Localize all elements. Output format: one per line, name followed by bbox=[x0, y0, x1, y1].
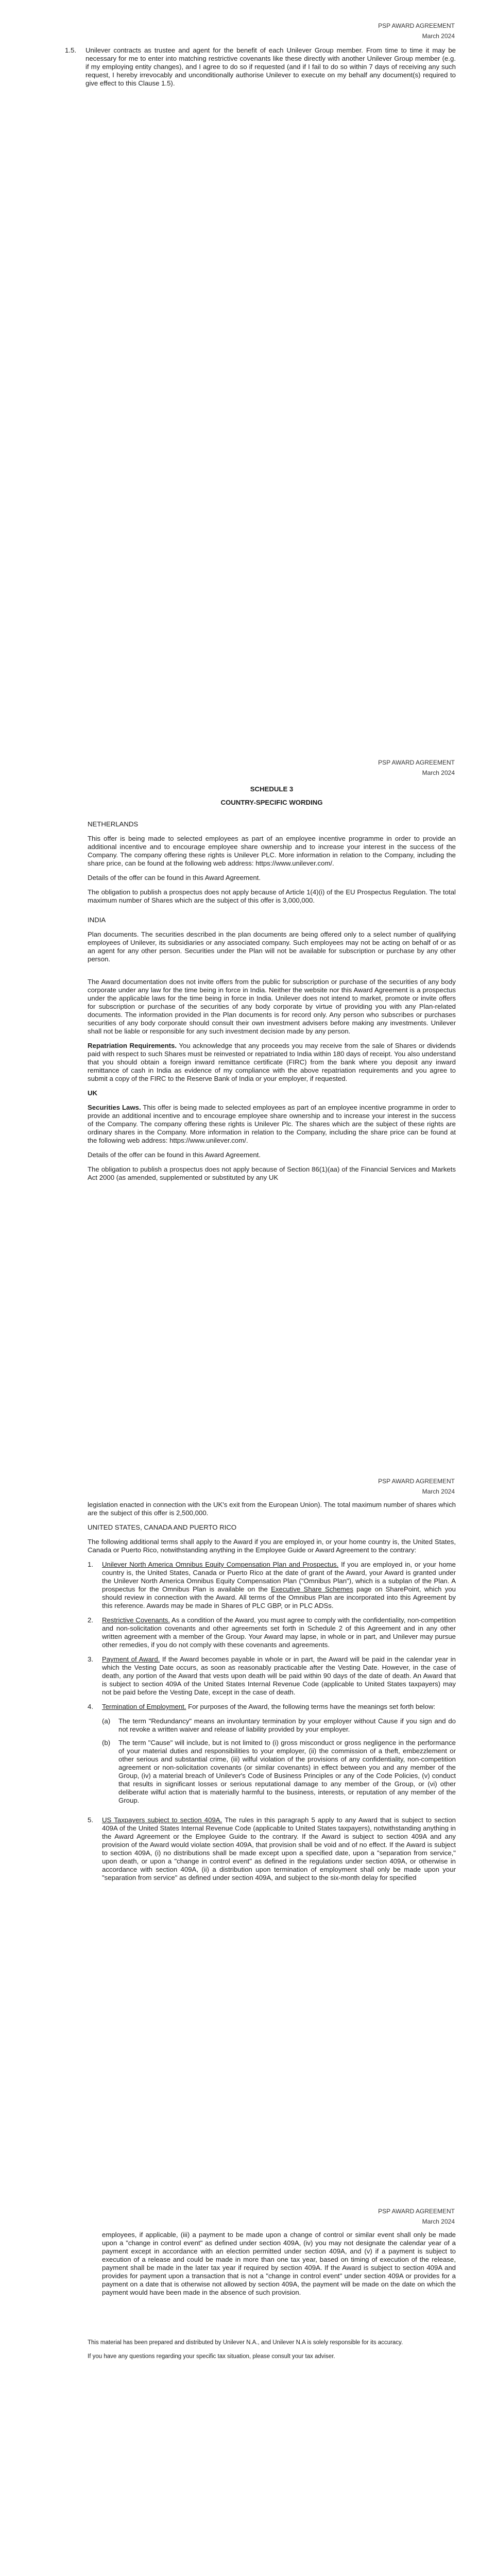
clause-text: Unilever contracts as trustee and agent for the benefit of each Unilever Group member. From time to time it may be necessary for me to enter into matching restrictive covenants like these directly with another Unilever Group member (e.g. if my employing entity changes), and I agree to do so if requested (and if I fail to do so within 7 days of receiving any such request, I hereby irrevocably and unconditionally authorise Unilever to execute on my behalf any document(s) required to give effect to this Clause 1.5). bbox=[85, 46, 456, 87]
paragraph: legislation enacted in connection with the UK's exit from the European Union). The total maximum number of shares which are the subject of this offer is 2,500,000. bbox=[88, 1501, 456, 1517]
sub-item-number: (a) bbox=[102, 1717, 111, 1725]
header-date: March 2024 bbox=[422, 2218, 455, 2225]
item-title: Restrictive Covenants. bbox=[102, 1616, 170, 1624]
item-body: If the Award becomes payable in whole or in part, the Award will be paid in the calendar year in which the Vesting Date occurs, as soon as reasonably practicable after the Vesting Date. However, in the case of death, any portion of the Award that vests upon death will be paid within 90 days of the date of death. An Award that is subject to section 409A of the United States Internal Revenue Code (applicable to United States taxpayers) may not be paid before the Vesting Date, except in the case of death. bbox=[102, 1655, 456, 1696]
paragraph-text: This offer is being made to selected employees as part of an employee incentive programme in order to provide an additional incentive and to encourage employee share ownership and to increase your interest in the success of the Company. The company offering these rights is Unilever Plc. The shares which are the subject of these rights are ordinary shares in the Company. More information in relation to the Company, including the share price can be found at the following web address: https://www.unilever.com/. bbox=[88, 1104, 456, 1144]
paragraph bbox=[88, 1104, 456, 1145]
item-body: For purposes of the Award, the following terms have the meanings set forth below: bbox=[186, 1703, 436, 1710]
item-number: 5. bbox=[88, 1816, 93, 1824]
page-header bbox=[378, 1476, 455, 1497]
page-notes bbox=[88, 2339, 456, 2367]
sub-item bbox=[102, 1717, 456, 1734]
item-text bbox=[102, 1816, 456, 1882]
bold-lead: Repatriation Requirements. bbox=[88, 1042, 177, 1049]
sub-item-number: (b) bbox=[102, 1739, 111, 1747]
item-number: 4. bbox=[88, 1703, 93, 1710]
clause-1-5 bbox=[65, 46, 456, 88]
country-heading-uk: UK bbox=[88, 1089, 98, 1097]
paragraph: employees, if applicable, (iii) a payment to be made upon a change of control or similar event shall only be made upon a "change in control event" as defined under section 409A, (iv) you may not designate the calendar year of a payment except in accordance with an election permitted under section 409A, and (v) if a payment is subject to execution of a release and could be made in more than one tax year, based on timing of execution of the release, payment shall be made in the later tax year if required by section 409A. If the Award is subject to section 409A and provides for payment upon a transaction that is not a "change in control event" under section 409A or provides for a payment on a date that is otherwise not allowed by section 409A, the payment will be made on the date on which the payment would have been made in the absence of such provision. bbox=[102, 2231, 456, 2296]
list-item bbox=[88, 1816, 456, 1882]
clause-number: 1.5. bbox=[65, 46, 76, 54]
page-body bbox=[88, 783, 456, 1188]
sub-item-text: The term "Cause" will include, but is not limited to (i) gross misconduct or gross negligence in the performance of your material duties and responsibilities to your employer, (ii) the commission of a theft, embezzlement or other serious and substantial crime, (iii) wilful violation of the provisions of any confidentiality, non-competition agreement or non-solicitation covenants (or similar covenants) in effect between you and any member of the Group, (iv) a material breach of Unilever's Code of Business Principles or any of the Code Policies, (v) conduct that results in significant losses or serious reputational damage to any member of the Group, or (vi) other deliberate wilful action that is materially harmful to the business, interests, or reputation of any member of the Group. bbox=[118, 1739, 456, 1804]
paragraph: This offer is being made to selected employees as part of an employee incentive programme in order to provide an additional incentive and to encourage employee share ownership and to increase your interest in the success of the Company. The company offering these rights is Unilever PLC. More information in relation to the Company, including the share price, can be found at the following web address: https://www.unilever.com/. bbox=[88, 835, 456, 867]
page-body bbox=[65, 46, 456, 94]
page-header bbox=[378, 757, 455, 778]
paragraph: The obligation to publish a prospectus does not apply because of Article 1(4)(i) of the EU Prospectus Regulation. The total maximum number of Shares which are the subject of this offer is 3,000,000. bbox=[88, 888, 456, 904]
item-text bbox=[102, 1703, 456, 1810]
page-body bbox=[88, 1501, 456, 1888]
paragraph bbox=[88, 1042, 456, 1083]
schedule-title: SCHEDULE 3 bbox=[250, 785, 294, 793]
item-title: US Taxpayers subject to section 409A. bbox=[102, 1816, 222, 1824]
country-heading-india: INDIA bbox=[88, 916, 106, 924]
item-title: Unilever North America Omnibus Equity Compensation Plan and Prospectus. bbox=[102, 1561, 339, 1568]
page-body bbox=[102, 2231, 456, 2303]
header-title: PSP AWARD AGREEMENT bbox=[378, 759, 455, 766]
item-text bbox=[102, 1616, 456, 1649]
country-heading-netherlands: NETHERLANDS bbox=[88, 820, 139, 828]
item-number: 3. bbox=[88, 1655, 93, 1663]
header-date: March 2024 bbox=[422, 32, 455, 40]
paragraph: Details of the offer can be found in this Award Agreement. bbox=[88, 1151, 261, 1159]
page-header bbox=[378, 21, 455, 41]
list-item bbox=[88, 1655, 456, 1697]
note: This material has been prepared and distributed by Unilever N.A., and Unilever N.A is solely responsible for its accuracy. bbox=[88, 2340, 403, 2346]
list-item bbox=[88, 1616, 456, 1649]
page-1 bbox=[0, 0, 497, 742]
item-title: Termination of Employment. bbox=[102, 1703, 186, 1710]
item-text bbox=[102, 1561, 456, 1610]
country-heading-us: UNITED STATES, CANADA AND PUERTO RICO bbox=[88, 1523, 237, 1531]
page-4 bbox=[0, 2205, 497, 2576]
item-number: 1. bbox=[88, 1561, 93, 1568]
paragraph: Plan documents. The securities described in the plan documents are being offered only to a select number of qualifying employees of Unilever, its subsidiaries or any associated company. Such employees may not be acting on behalf of or as an agent for any other person. Securities under the Plan will not be available for subscription or purchase by any other person. bbox=[88, 930, 456, 963]
list-item bbox=[88, 1561, 456, 1610]
sub-item-text: The term "Redundancy" means an involuntary termination by your employer without Cause if you sign and do not revoke a written waiver and release of liability provided by your employer. bbox=[118, 1717, 456, 1733]
schedule-subtitle: COUNTRY-SPECIFIC WORDING bbox=[220, 799, 323, 806]
list-item bbox=[88, 1703, 456, 1810]
paragraph: The Award documentation does not invite offers from the public for subscription or purchase of the securities of any body corporate under any law for the time being in force in India. Neither the website nor this Award Agreement is a prospectus under the applicable laws for the time being in force in India. Unilever does not intend to market, promote or invite offers for subscription or purchase of the securities of any body corporate by virtue of providing you with any Plan-related documents. The information provided in the Plan documents is for record only. Any person who subscribes or purchases securities of any body corporate should consult their own investment advisers before making any investments. Unilever shall not be liable or responsible for any such investment decision made by any person. bbox=[88, 978, 456, 1035]
page-2 bbox=[0, 742, 497, 1473]
header-date: March 2024 bbox=[422, 769, 455, 776]
paragraph: The obligation to publish a prospectus does not apply because of Section 86(1)(aa) of the Financial Services and Markets Act 2000 (as amended, supplemented or substituted by any UK bbox=[88, 1165, 456, 1181]
item-title: Payment of Award. bbox=[102, 1655, 160, 1663]
page-3 bbox=[0, 1473, 497, 2205]
header-date: March 2024 bbox=[422, 1488, 455, 1495]
note: If you have any questions regarding your specific tax situation, please consult your tax adviser. bbox=[88, 2353, 335, 2360]
bold-lead: Securities Laws. bbox=[88, 1104, 141, 1111]
paragraph: Details of the offer can be found in this Award Agreement. bbox=[88, 874, 261, 882]
item-body: page on SharePoint, which you should review in connection with the Award. All terms of the Omnibus Plan are incorporated into this Agreement by this reference. Awards may be made in Shares of PLC GBP, or in PLC ADSs. bbox=[102, 1585, 456, 1609]
page-header bbox=[378, 2206, 455, 2227]
item-text bbox=[102, 1655, 456, 1697]
header-title: PSP AWARD AGREEMENT bbox=[378, 1478, 455, 1485]
item-body: The rules in this paragraph 5 apply to any Award that is subject to section 409A of the United States Internal Revenue Code (applicable to United States taxpayers), notwithstanding anything in the Award Agreement or the Employee Guide to the contrary. If the Award is subject to section 409A and any provision of the Award would violate section 409A, that provision shall be void and of no effect. If the Award is subject to section 409A, (i) no distributions shall be made except upon a specified date, upon a "separation from service," upon death, or upon a "change in control event" as defined in the regulations under section 409A, or otherwise in accordance with section 409A, (ii) a distribution upon termination of employment shall only be made upon your "separation from service" as defined under section 409A, and subject to the six-month delay for specified bbox=[102, 1816, 456, 1882]
item-body: As a condition of the Award, you must agree to comply with the confidentiality, non-competition and non-solicitation covenants and other agreements set forth in Schedule 2 of this Agreement and in any other written agreement with a member of the Group. Your Award may lapse, in whole or in part, and Unilever may pursue other remedies, if you do not comply with these covenants and agreements. bbox=[102, 1616, 456, 1649]
paragraph: The following additional terms shall apply to the Award if you are employed in, or your home country is, the United States, Canada or Puerto Rico, notwithstanding anything in the Employee Guide or Award Agreement to the contrary: bbox=[88, 1538, 456, 1554]
item-body: If you are employed in, or your home country is, the United States, Canada or Puerto Rico at the date of grant of the Award, your Award is granted under the Unilever North America Omnibus Equity Compensation Plan ("Omnibus Plan"), which is a subplan of the Plan. A prospectus for the Omnibus Plan is available on the bbox=[102, 1561, 456, 1593]
sub-item bbox=[102, 1739, 456, 1805]
executive-share-schemes-link[interactable]: Executive Share Schemes bbox=[271, 1585, 353, 1593]
header-title: PSP AWARD AGREEMENT bbox=[378, 2208, 455, 2215]
item-number: 2. bbox=[88, 1616, 93, 1624]
paragraph-text: You acknowledge that any proceeds you may receive from the sale of Shares or dividends paid with respect to such Shares must be reinvested or repatriated to India within 180 days of receipt. You also understand that you should obtain a foreign inward remittance certificate (FIRC) from the bank where you deposit any inward remittance of cash in India as evidence of my compliance with the above repatriation requirements and you agree to submit a copy of the FIRC to the Reserve Bank of India or your employer, if requested. bbox=[88, 1042, 456, 1082]
header-title: PSP AWARD AGREEMENT bbox=[378, 22, 455, 29]
